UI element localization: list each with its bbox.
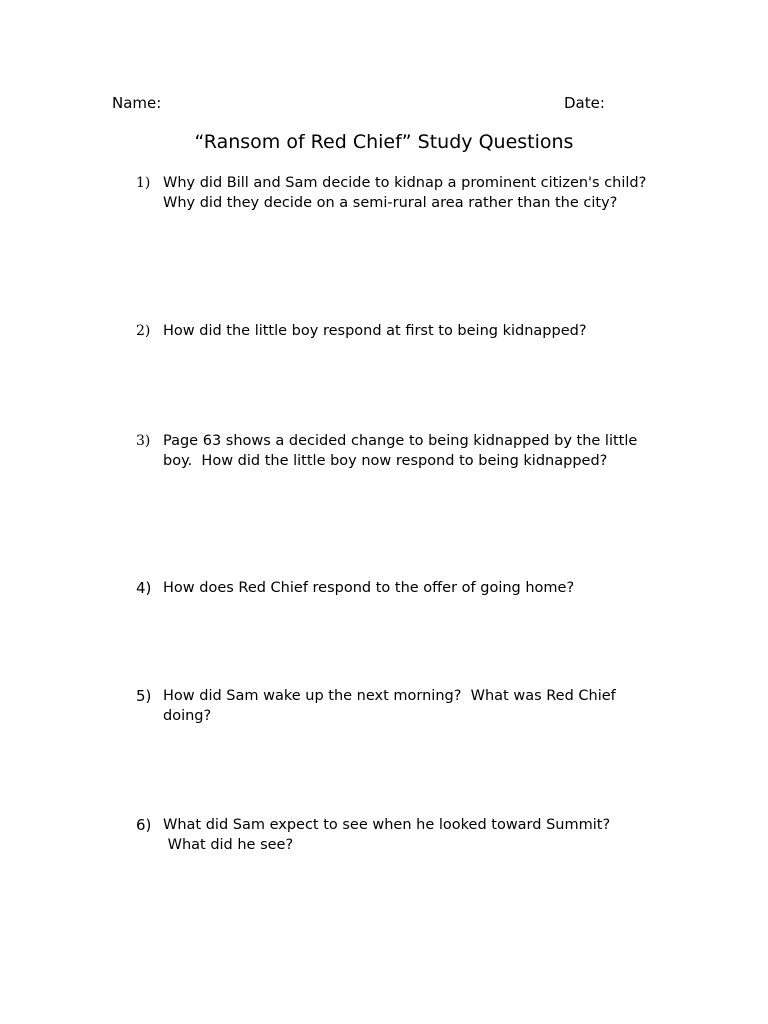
- question-number: 3): [136, 433, 151, 449]
- question-3: [136, 432, 656, 471]
- question-text: Why did Bill and Sam decide to kidnap a prominent citizen's child? Why did they decide on a semi-rural area rather than the city?: [163, 175, 651, 211]
- question-1: [136, 174, 656, 213]
- name-label: Name:: [112, 94, 162, 112]
- question-text: How does Red Chief respond to the offer of going home?: [163, 580, 575, 596]
- page-title: “Ransom of Red Chief” Study Questions: [194, 131, 574, 153]
- question-text: Page 63 shows a decided change to being kidnapped by the little boy. How did the little boy now respond to being kidnapped?: [163, 433, 642, 469]
- question-text: How did the little boy respond at first to being kidnapped?: [163, 323, 587, 339]
- question-2: [136, 322, 656, 342]
- question-6: [136, 816, 656, 855]
- question-4: [136, 579, 656, 599]
- question-number: 1): [136, 175, 151, 191]
- question-text: How did Sam wake up the next morning? What was Red Chief doing?: [163, 688, 621, 724]
- question-number: 4): [136, 579, 152, 597]
- question-number: 5): [136, 687, 152, 705]
- question-text: What did Sam expect to see when he looked toward Summit? What did he see?: [163, 817, 611, 853]
- question-5: [136, 687, 656, 726]
- question-number: 6): [136, 816, 152, 834]
- question-number: 2): [136, 323, 151, 339]
- date-label: Date:: [564, 94, 605, 112]
